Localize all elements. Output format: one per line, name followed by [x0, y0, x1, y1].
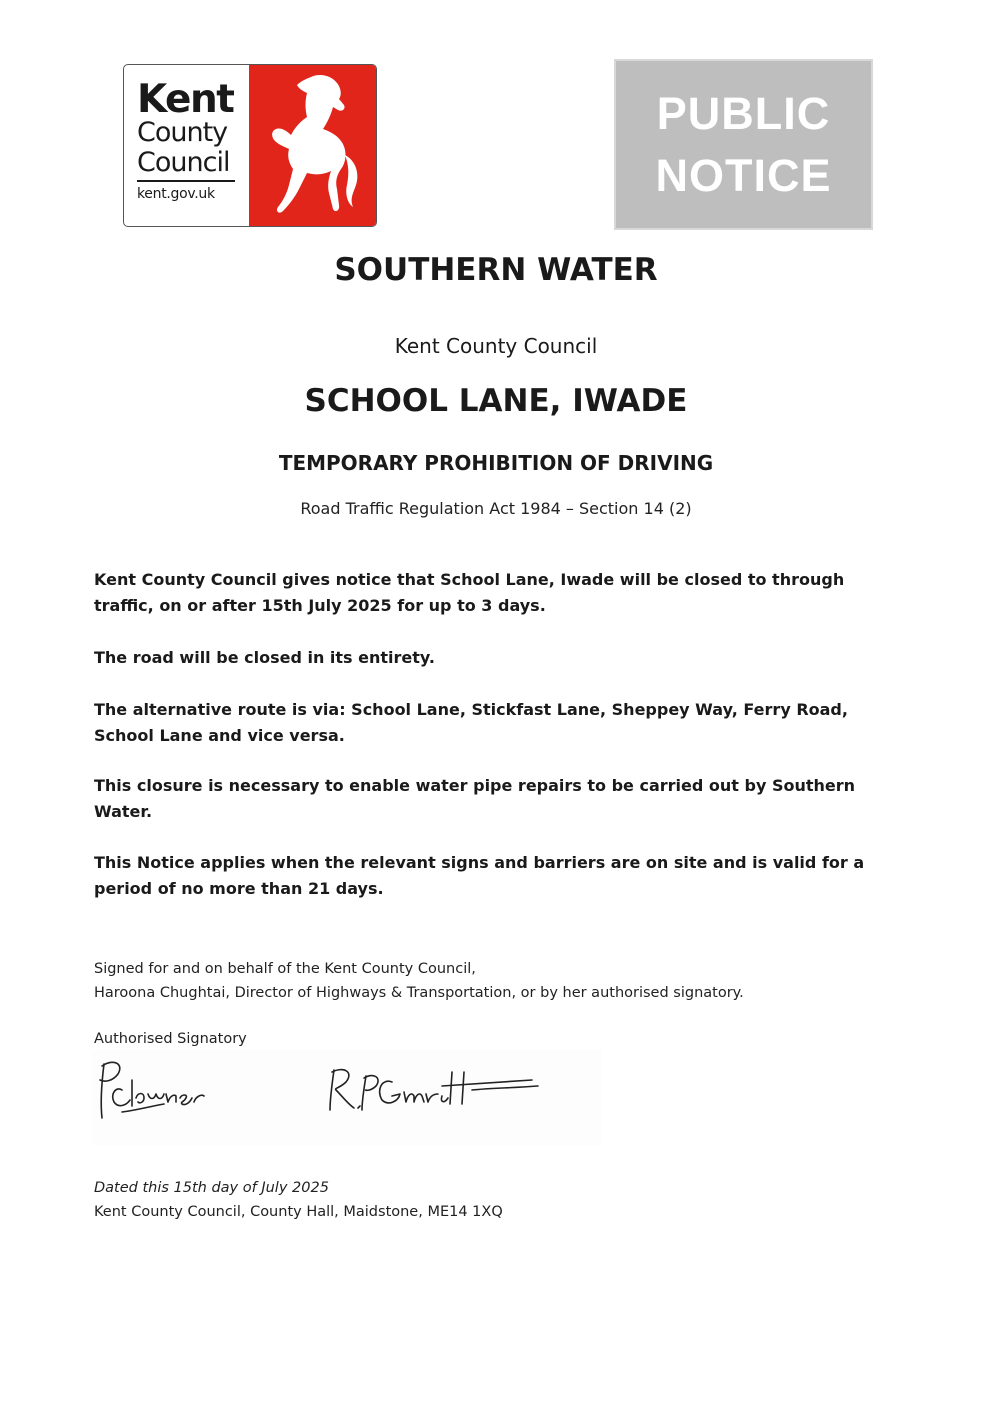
notice-paragraph: This closure is necessary to enable water pipe repairs to be carried out by Southern Water. [94, 776, 856, 821]
council-name: Kent County Council [394, 334, 598, 358]
logo-url: kent.gov.uk [137, 186, 215, 202]
public-notice-box [614, 59, 873, 230]
logo-red-panel [249, 65, 377, 227]
logo-line-2: County [137, 117, 228, 148]
company-heading: SOUTHERN WATER [334, 252, 658, 288]
logo-line-3: Council [137, 147, 230, 178]
notice-paragraph: The road will be closed in its entirety. [94, 648, 435, 667]
act-reference: Road Traffic Regulation Act 1984 – Section 14 (2) [300, 499, 692, 518]
signatures [92, 1050, 602, 1145]
logo-rule [137, 180, 235, 182]
notice-paragraph: The alternative route is via: School Lane, Stickfast Lane, Sheppey Way, Ferry Road, School Lane and vice versa. [94, 700, 848, 745]
notice-box-line-1: PUBLIC [656, 87, 831, 139]
order-type-heading: TEMPORARY PROHIBITION OF DRIVING [278, 451, 714, 475]
signoff-line-1: Signed for and on behalf of the Kent County Council, [94, 961, 476, 977]
notice-paragraph: This Notice applies when the relevant signs and barriers are on site and is valid for a period of no more than 21 days. [94, 853, 865, 898]
handwritten-signatures [92, 1050, 602, 1145]
logo-wordmark [137, 77, 235, 202]
address-line: Kent County Council, County Hall, Maidstone, ME14 1XQ [94, 1204, 503, 1220]
authorised-signatory-label: Authorised Signatory [94, 1031, 247, 1047]
notice-box-line-2: NOTICE [655, 149, 832, 201]
logo-line-1: Kent [137, 77, 234, 122]
kent-county-council-logo [123, 64, 377, 227]
road-heading: SCHOOL LANE, IWADE [304, 383, 688, 419]
white-horse-icon [249, 65, 377, 227]
dated-line: Dated this 15th day of July 2025 [94, 1180, 329, 1196]
signoff-line-2: Haroona Chughtai, Director of Highways & Transportation, or by her authorised signatory. [94, 985, 744, 1001]
notice-paragraph: Kent County Council gives notice that School Lane, Iwade will be closed to through traffic, on or after 15th July 2025 for up to 3 days. [94, 570, 845, 615]
